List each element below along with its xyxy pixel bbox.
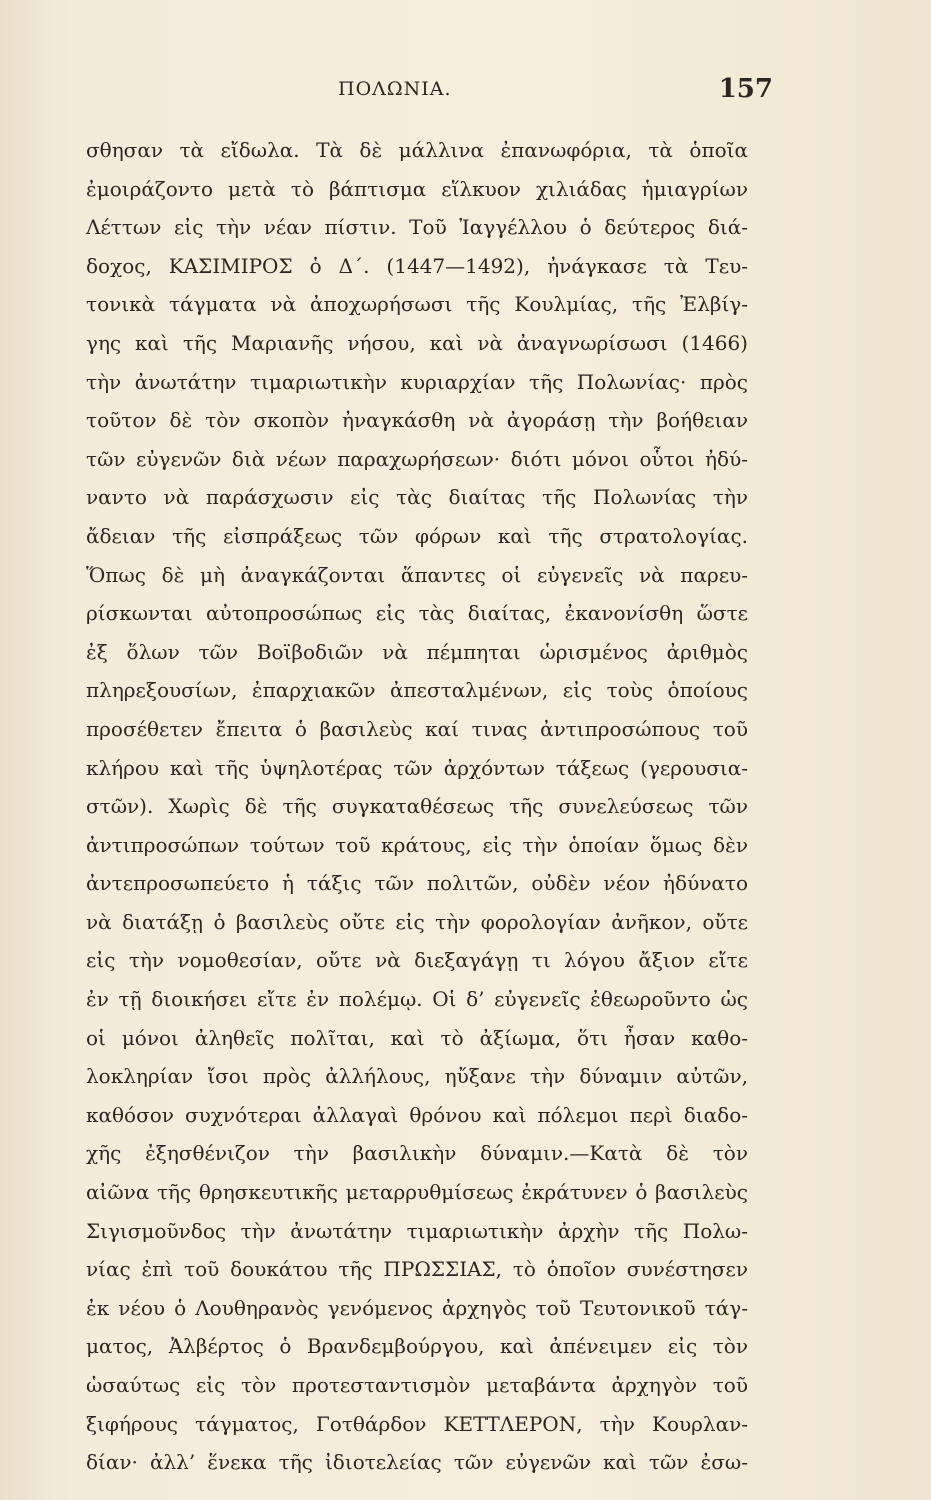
text-line: ξιφήρους τάγματος, Γοτθάρδον ΚΕΤΤΛΕΡΟΝ, τὴν Κουρλαν- [86,1411,748,1436]
text-line: Λέττων εἰς τὴν νέαν πίστιν. Τοῦ Ἰαγγέλλου ὁ δεύτερος διά- [86,215,748,240]
text-line: στῶν). Χωρὶς δὲ τῆς συγκαταθέσεως τῆς συνελεύσεως τῶν [86,794,748,819]
body-text [86,131,748,1482]
running-title: ΠΟΛΩΝΙΑ. [338,78,452,100]
text-line: ἐκ νέου ὁ Λουθηρανὸς γενόμενος ἀρχηγὸς τοῦ Τευτονικοῦ τάγ- [86,1295,748,1320]
text-line: Ὅπως δὲ μὴ ἀναγκάζονται ἅπαντες οἱ εὐγενεῖς νὰ παρευ- [86,562,748,587]
text-line: τὴν ἀνωτάτην τιμαριωτικὴν κυριαρχίαν τῆς Πολωνίας· πρὸς [86,369,748,394]
text-line: εἰς τὴν νομοθεσίαν, οὔτε νὰ διεξαγάγῃ τι λόγου ἄξιον εἴτε [86,948,748,973]
text-line: τῶν εὐγενῶν διὰ νέων παραχωρήσεων· διότι μόνοι οὗτοι ἠδύ- [86,446,748,471]
text-line: πληρεξουσίων, ἐπαρχιακῶν ἀπεσταλμένων, εἰς τοὺς ὁποίους [86,678,748,703]
text-line: ἀντιπροσώπων τούτων τοῦ κράτους, εἰς τὴν ὁποίαν ὅμως δὲν [86,832,748,857]
text-line: τοῦτον δὲ τὸν σκοπὸν ἠναγκάσθη νὰ ἀγοράσῃ τὴν βοήθειαν [86,408,748,433]
text-line: οἱ μόνοι ἀληθεῖς πολῖται, καὶ τὸ ἀξίωμα, ὅτι ἦσαν καθο- [86,1025,748,1050]
text-line: ναντο νὰ παράσχωσιν εἰς τὰς διαίτας τῆς Πολωνίας τὴν [86,485,748,510]
text-line: κλήρου καὶ τῆς ὑψηλοτέρας τῶν ἀρχόντων τάξεως (γερουσια- [86,755,748,780]
text-line: δίαν· ἀλλ’ ἕνεκα τῆς ἰδιοτελείας τῶν εὐγενῶν καὶ τῶν ἐσω- [86,1450,748,1475]
text-line: λοκληρίαν ἴσοι πρὸς ἀλλήλους, ηὔξανε τὴν δύναμιν αὐτῶν, [86,1064,748,1089]
text-line: ἐν τῇ διοικήσει εἴτε ἐν πολέμῳ. Οἱ δ’ εὐγενεῖς ἐθεωροῦντο ὡς [86,987,748,1012]
text-line: Σιγισμοῦνδος τὴν ἀνωτάτην τιμαριωτικὴν ἀρχὴν τῆς Πολω- [86,1218,748,1243]
text-line: νὰ διατάξῃ ὁ βασιλεὺς οὔτε εἰς τὴν φορολογίαν ἀνῆκον, οὔτε [86,909,748,934]
text-line: ἐξ ὅλων τῶν Βοϊβοδιῶν νὰ πέμπηται ὡρισμένος ἀριθμὸς [86,639,748,664]
text-line: χῆς ἐξησθένιζον τὴν βασιλικὴν δύναμιν.—Κατὰ δὲ τὸν [86,1141,748,1166]
text-line: τονικὰ τάγματα νὰ ἀποχωρήσωσι τῆς Κουλμίας, τῆς Ἐλβίγ- [86,292,748,317]
page-number: 157 [718,74,773,104]
text-line: ἐμοιράζοντο μετὰ τὸ βάπτισμα εἵλκυον χιλιάδας ἡμιαγρίων [86,176,748,201]
text-line: αἰῶνα τῆς θρησκευτικῆς μεταρρυθμίσεως ἐκράτυνεν ὁ βασιλεὺς [86,1180,748,1205]
text-line: νίας ἐπὶ τοῦ δουκάτου τῆς ΠΡΩΣΣΙΑΣ, τὸ ὁποῖον συνέστησεν [86,1257,748,1282]
text-line: ὡσαύτως εἰς τὸν προτεσταντισμὸν μεταβάντα ἀρχηγὸν τοῦ [86,1373,748,1397]
text-line: ρίσκωνται αὐτοπροσώπως εἰς τὰς διαίτας, ἐκανονίσθη ὥστε [86,601,748,626]
page-header [88,74,773,108]
text-line: σθησαν τὰ εἴδωλα. Τὰ δὲ μάλλινα ἐπανωφόρια, τὰ ὁποῖα [86,138,748,162]
text-line: προσέθετεν ἔπειτα ὁ βασιλεὺς καί τινας ἀντιπροσώπους τοῦ [86,716,748,741]
text-line: ματος, Ἀλβέρτος ὁ Βρανδεμβούργου, καὶ ἀπένειμεν εἰς τὸν [86,1334,748,1359]
text-line: ἄδειαν τῆς εἰσπράξεως τῶν φόρων καὶ τῆς στρατολογίας. [86,523,748,548]
text-line: ἀντεπροσωπεύετο ἡ τάξις τῶν πολιτῶν, οὐδὲν νέον ἠδύνατο [86,871,748,896]
text-line: καθόσον συχνότεραι ἀλλαγαὶ θρόνου καὶ πόλεμοι περὶ διαδο- [86,1102,748,1127]
text-line: δοχος, ΚΑΣΙΜΙΡΟΣ ὁ Δ΄. (1447—1492), ἠνάγκασε τὰ Τευ- [86,253,748,278]
text-line: γης καὶ τῆς Μαριανῆς νήσου, καὶ νὰ ἀναγνωρίσωσι (1466) [86,330,748,355]
